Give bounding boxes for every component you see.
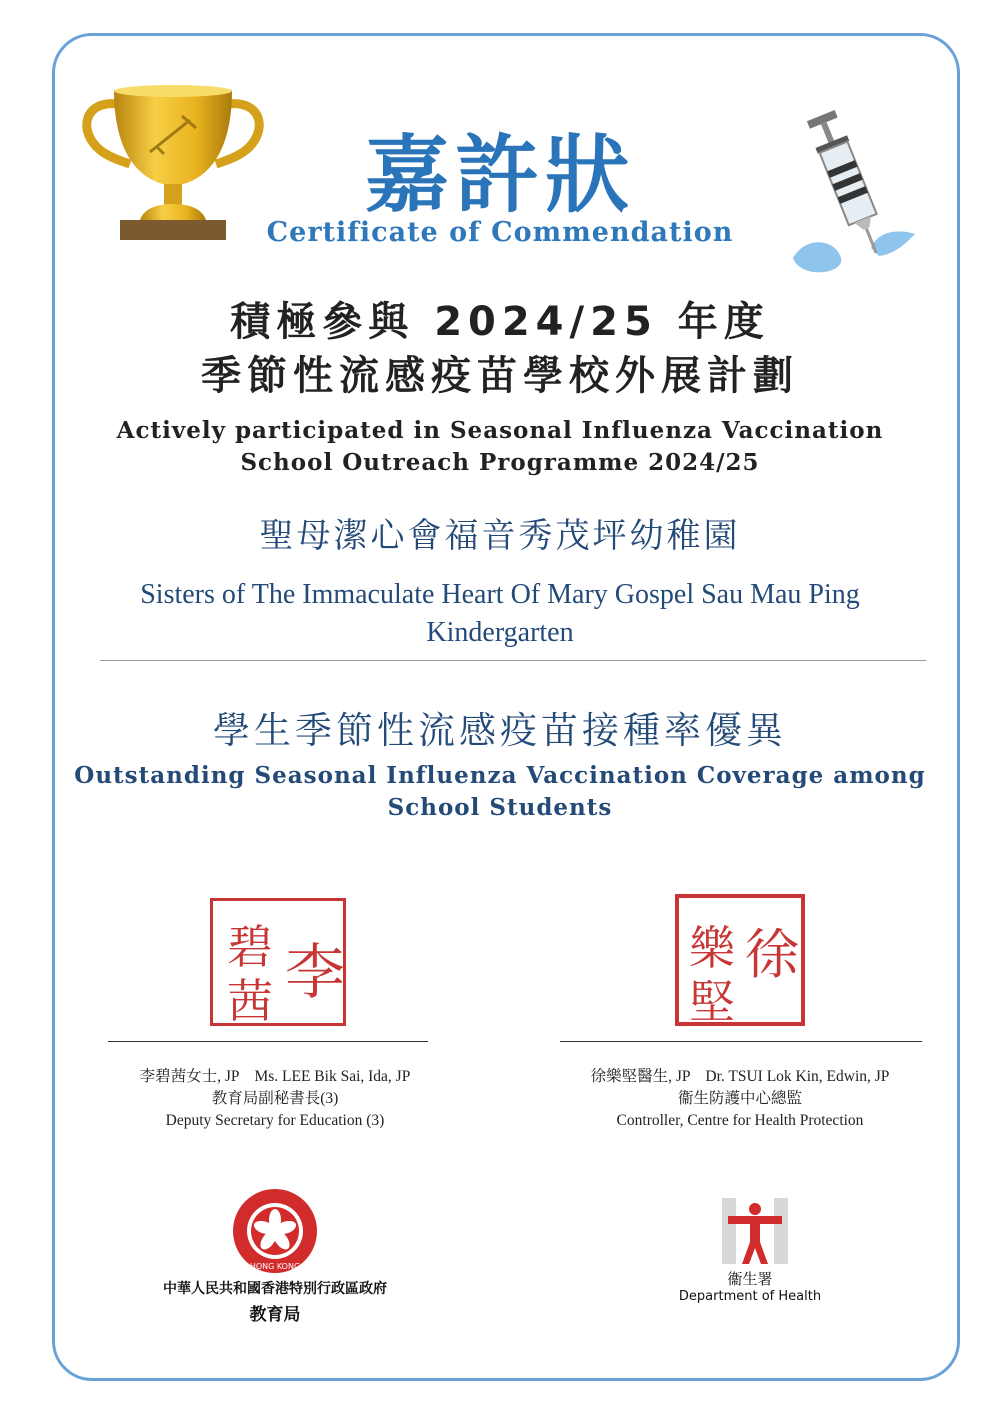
certificate-title-en: Certificate of Commendation [266,217,734,248]
seal-char: 徐 [745,923,799,986]
signatory-right [520,1066,960,1132]
signatory-title-zh: 教育局副秘書長(3) [211,1090,339,1107]
programme-title-zh-line2: 季節性流感疫苗學校外展計劃 [201,353,799,399]
edb-name-line2: 教育局 [249,1305,301,1325]
programme-title-en-line1: Actively participated in Seasonal Influenza Vaccination [116,417,884,444]
award-title-en-line1: Outstanding Seasonal Influenza Vaccination Coverage among [74,762,926,789]
seal-char: 碧 [227,920,273,974]
signatory-name: 李碧茜女士, JP Ms. LEE Bik Sai, Ida, JP [139,1068,411,1085]
signatory-title-zh: 衞生防護中心總監 [677,1090,802,1107]
edb-name-line1: 中華人民共和國香港特別行政區政府 [163,1281,387,1297]
programme-title-en-line2: School Outreach Programme 2024/25 [240,449,760,476]
signatory-name: 徐樂堅醫生, JP Dr. TSUI Lok Kin, Edwin, JP [590,1068,890,1085]
signatory-title-en: Deputy Secretary for Education (3) [165,1112,385,1129]
seal-char: 茜 [227,974,273,1028]
signature-seal-right [675,894,805,1029]
department-of-health-logo [722,1198,788,1264]
signature-line-right [560,1041,922,1042]
doh-name-en: Department of Health [678,1289,822,1304]
emblem-label: HONG KONG [249,1262,301,1271]
award-title-en-line2: School Students [387,794,613,821]
seal-char: 堅 [689,975,735,1029]
signatory-left [60,1066,490,1132]
school-name-zh: 聖母潔心會福音秀茂坪幼稚園 [259,516,741,556]
signature-seal-left [210,898,346,1026]
school-name-en-line1: Sisters of The Immaculate Heart Of Mary Gospel Sau Mau Ping [140,579,860,610]
doh-name-zh: 衞生署 [727,1270,773,1288]
award-title-en [0,760,1000,824]
school-name-en-line2: Kindergarten [426,617,574,648]
signature-line-left [108,1041,428,1042]
hksar-emblem-icon [230,1186,320,1276]
certificate-title-zh: 嘉許狀 [364,126,635,224]
programme-title-zh-line1: 積極參與 2024/25 年度 [230,299,770,345]
signatory-title-en: Controller, Centre for Health Protection [616,1112,864,1129]
seal-char: 李 [285,938,345,1008]
seal-char: 樂 [689,921,735,975]
school-name-en [90,576,910,652]
award-title-zh: 學生季節性流感疫苗接種率優異 [213,709,787,752]
divider [100,660,926,661]
